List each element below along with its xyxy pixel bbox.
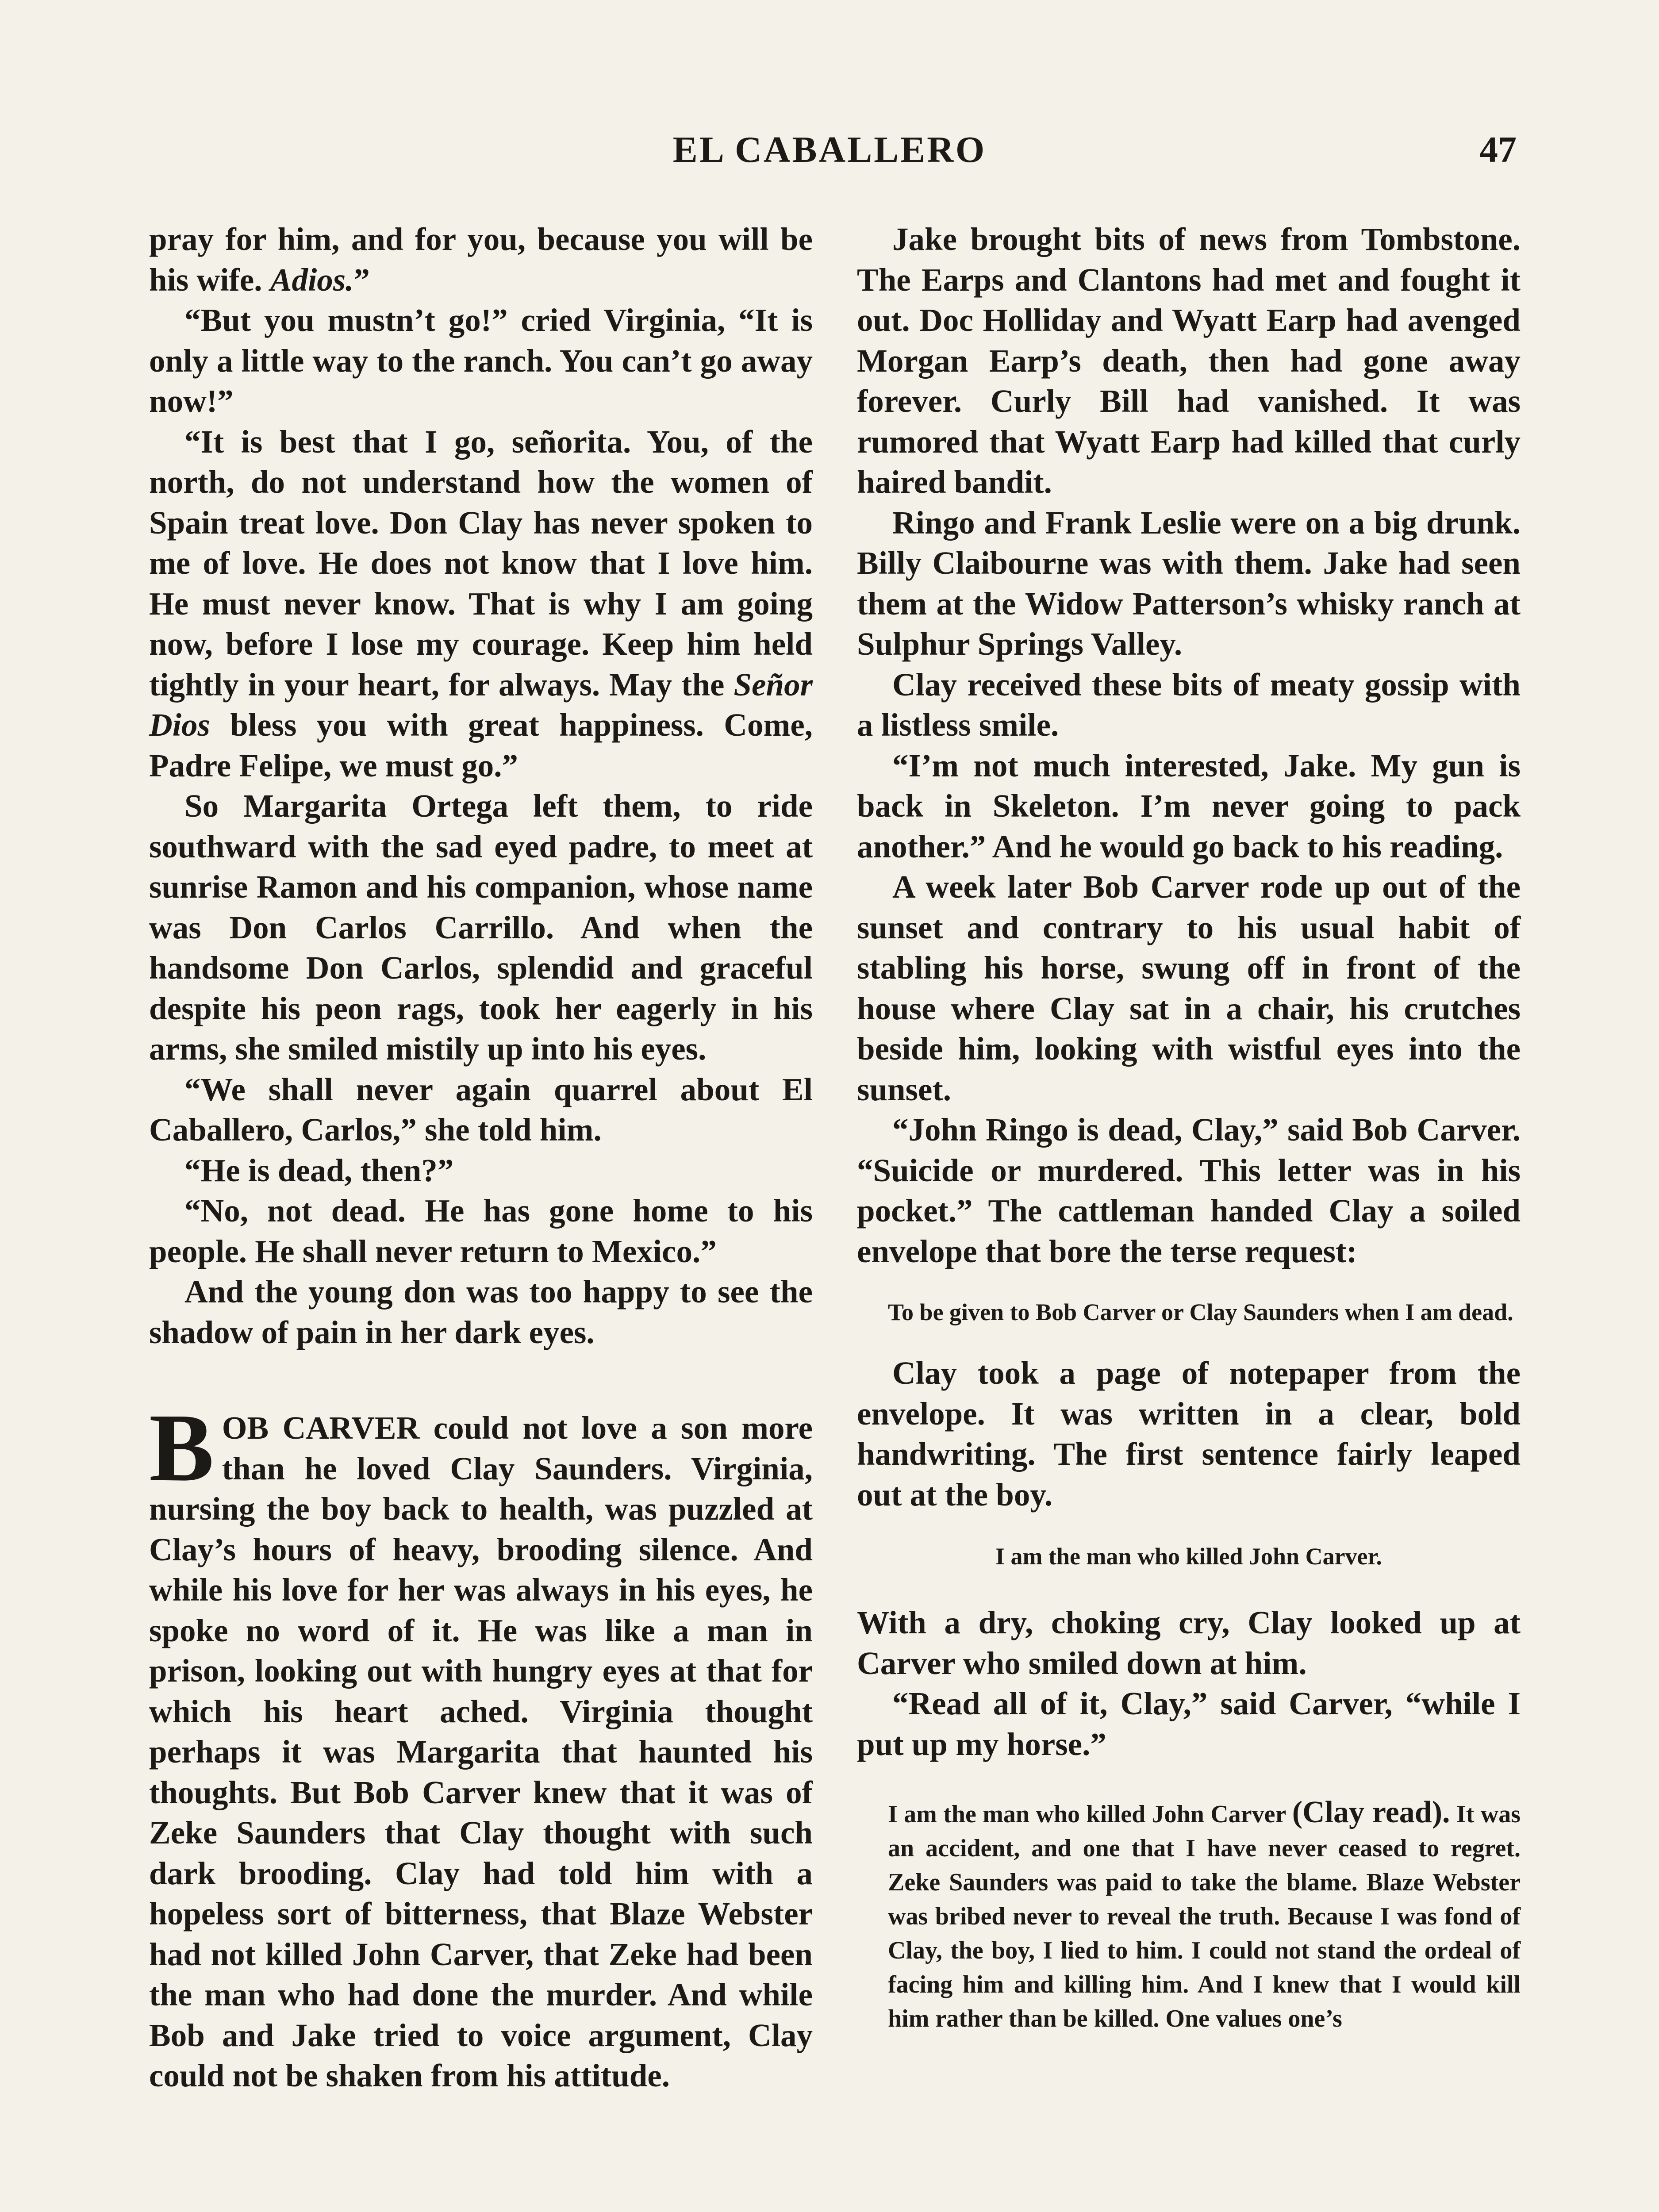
paragraph: Clay took a page of notepaper from the envelope. It was written in a clear, bold handwriting. The first sentence fairly leaped out at the boy.: [857, 1355, 1521, 1513]
page-number: 47: [1479, 129, 1517, 170]
running-title: EL CABALLERO: [672, 129, 987, 170]
paragraph: Clay received these bits of meaty gossip with a listless smile.: [857, 666, 1521, 743]
paragraph: “Read all of it, Clay,” said Carver, “while I put up my horse.”: [857, 1686, 1521, 1762]
text-run: bless you with great happiness. Come, Padre Felipe, we must go.”: [149, 707, 813, 783]
left-column: [149, 219, 813, 2096]
quoted-request: [857, 1297, 1521, 1327]
paragraph: “We shall never again quarrel about El Caballero, Carlos,” she told him.: [149, 1071, 813, 1148]
running-head: [0, 119, 1659, 186]
paragraph: A week later Bob Carver rode up out of the sunset and contrary to his usual habit of stabling his horse, swung off in front of the house where Clay sat in a chair, his crutches beside him, looking with wistful eyes into the sunset.: [857, 869, 1521, 1107]
paragraph: [149, 219, 813, 300]
paragraph: “He is dead, then?”: [184, 1152, 454, 1188]
paragraph: “No, not dead. He has gone home to his people. He shall never return to Mexico.”: [149, 1193, 813, 1269]
quoted-sentence: I am the man who killed John Carver.: [995, 1543, 1382, 1570]
quote-text: To be given to Bob Carver or Clay Saunders when I am dead.: [888, 1299, 1513, 1325]
text-run: could not love a son more than he loved Clay Saunders. Virginia, nursing the boy back to health, was puzzled at Clay’s hours of heavy, brooding silence. And while his love for her was always in his eyes, he spoke no word of it. He was like a man in prison, looking out with hungry eyes at that for which his heart ached. Virginia thought perhaps it was Margarita that haunted his thoughts. But Bob Carver knew that it was of Zeke Saunders that Clay thought with such dark brooding. Clay had told him with a hopeless sort of bitterness, that Blaze Webster had not killed John Carver, that Zeke had been the man who had done the murder. And while Bob and Jake tried to voice argument, Clay could not be shaken from his attitude.: [149, 1410, 813, 2093]
right-column: [857, 219, 1521, 2036]
paragraph-drop-cap: [149, 1394, 813, 2096]
paragraph: And the young don was too happy to see the shadow of pain in her dark eyes.: [149, 1274, 813, 1350]
letter-text: [857, 1795, 1521, 2036]
paragraph: “I’m not much interested, Jake. My gun is back in Skeleton. I’m never going to pack another.” And he would go back to his reading.: [857, 747, 1521, 864]
text-run: It was an accident, and one that I have never ceased to regret. Zeke Saunders was paid to take the blame. Blaze Webster was bribed never to reveal the truth. Because I was fond of Clay, the boy, I lied to him. I could not stand the ordeal of facing him and killing him. And I knew that I would kill him rather than be killed. One values one’s: [888, 1801, 1521, 2032]
paragraph: Ringo and Frank Leslie were on a big drunk. Billy Claibourne was with them. Jake had seen them at the Widow Patterson’s whisky ranch at Sulphur Springs Valley.: [857, 504, 1521, 662]
paragraph: With a dry, choking cry, Clay looked up at Carver who smiled down at him.: [857, 1605, 1521, 1681]
paragraph: [149, 422, 813, 786]
text-run: “It is best that I go, señorita. You, of the north, do not understand how the women of Spain treat love. Don Clay has never spoken to me of love. He does not know that I love him. He must never know. That is why I am going now, before I lose my courage. Keep him held tightly in your heart, for always. May the: [149, 423, 813, 703]
text-run: pray for him, and for you, because you will be his wife.: [149, 221, 813, 298]
paragraph: “John Ringo is dead, Clay,” said Bob Carver. “Suicide or murdered. This letter was in his pocket.” The cattleman handed Clay a soiled envelope that bore the terse request:: [857, 1112, 1521, 1269]
text-run: ”: [353, 261, 370, 298]
drop-cap: B: [149, 1394, 214, 1502]
paragraph: Jake brought bits of news from Tombstone. The Earps and Clantons had met and fought it out. Doc Holliday and Wyatt Earp had avenged Morgan Earp’s death, then had gone away forever. Curly Bill had vanished. It was rumored that Wyatt Earp had killed that curly haired bandit.: [857, 221, 1521, 500]
small-caps-lead: OB CARVER: [222, 1410, 420, 1446]
section-break: [149, 1352, 813, 1408]
letter-paragraph: [888, 1795, 1521, 2036]
italic-text: Señor Dios: [149, 666, 813, 743]
text-run: I am the man who killed John Carver: [888, 1801, 1292, 1828]
italic-text: Adios.: [270, 261, 354, 298]
text-run: (Clay read).: [1292, 1795, 1450, 1829]
paragraph: So Margarita Ortega left them, to ride southward with the sad eyed padre, to meet at sunrise Ramon and his companion, whose name was Don Carlos Carrillo. And when the handsome Don Carlos, splendid and graceful despite his peon rags, took her eagerly in his arms, she smiled mistily up into his eyes.: [149, 788, 813, 1067]
paragraph: “But you mustn’t go!” cried Virginia, “It is only a little way to the ranch. You can’t go away now!”: [149, 302, 813, 419]
